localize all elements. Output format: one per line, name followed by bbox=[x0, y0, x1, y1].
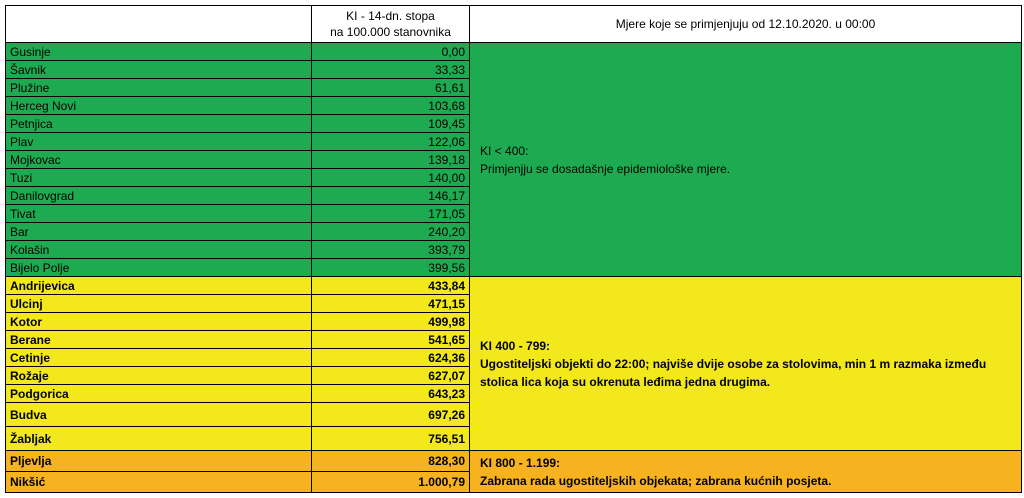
measure-green bbox=[470, 43, 1022, 277]
header-measures: Mjere koje se primjenjuju od 12.10.2020. u 00:00 bbox=[470, 6, 1022, 43]
measure-green-title: KI < 400: bbox=[480, 143, 529, 158]
municipality-name: Pljevlja bbox=[6, 451, 312, 472]
municipality-name: Plav bbox=[6, 133, 312, 151]
ki-value: 109,45 bbox=[312, 115, 470, 133]
ki-value: 122,06 bbox=[312, 133, 470, 151]
ki-value: 499,98 bbox=[312, 313, 470, 331]
ki-value: 399,56 bbox=[312, 259, 470, 277]
header-row bbox=[6, 6, 1022, 43]
municipality-name: Ulcinj bbox=[6, 295, 312, 313]
municipality-name: Danilovgrad bbox=[6, 187, 312, 205]
ki-value: 624,36 bbox=[312, 349, 470, 367]
municipality-name: Andrijevica bbox=[6, 277, 312, 295]
municipality-name: Berane bbox=[6, 331, 312, 349]
ki-value: 828,30 bbox=[312, 451, 470, 472]
measure-orange-text: Zabrana rada ugostiteljskih objekata; zabrana kućnih posjeta. bbox=[480, 473, 832, 488]
ki-value: 103,68 bbox=[312, 97, 470, 115]
municipality-name: Plužine bbox=[6, 79, 312, 97]
header-municipality-cell bbox=[6, 6, 312, 43]
municipality-name: Bar bbox=[6, 223, 312, 241]
header-ki-rate: KI - 14-dn. stopa na 100.000 stanovnika bbox=[312, 6, 470, 43]
ki-value: 139,18 bbox=[312, 151, 470, 169]
ki-value: 0,00 bbox=[312, 43, 470, 61]
ki-value: 627,07 bbox=[312, 367, 470, 385]
municipality-name: Šavnik bbox=[6, 61, 312, 79]
municipality-name: Tivat bbox=[6, 205, 312, 223]
municipality-name: Žabljak bbox=[6, 427, 312, 451]
measure-yellow-text-line2: stolica lica koja su okrenuta leđima jedna drugima. bbox=[480, 374, 771, 389]
municipality-name: Podgorica bbox=[6, 385, 312, 403]
ki-value: 471,15 bbox=[312, 295, 470, 313]
ki-value: 140,00 bbox=[312, 169, 470, 187]
ki-value: 146,17 bbox=[312, 187, 470, 205]
table-row bbox=[6, 43, 1022, 61]
ki-value: 171,05 bbox=[312, 205, 470, 223]
municipality-name: Cetinje bbox=[6, 349, 312, 367]
ki-value: 393,79 bbox=[312, 241, 470, 259]
ki-value: 61,61 bbox=[312, 79, 470, 97]
municipality-name: Mojkovac bbox=[6, 151, 312, 169]
measure-yellow bbox=[470, 277, 1022, 451]
municipality-name: Budva bbox=[6, 403, 312, 427]
ki-value: 1.000,79 bbox=[312, 472, 470, 493]
ki-value: 33,33 bbox=[312, 61, 470, 79]
ki-value: 756,51 bbox=[312, 427, 470, 451]
ki-value: 643,23 bbox=[312, 385, 470, 403]
municipality-name: Petnjica bbox=[6, 115, 312, 133]
municipality-name: Kolašin bbox=[6, 241, 312, 259]
municipality-name: Herceg Novi bbox=[6, 97, 312, 115]
municipality-name: Bijelo Polje bbox=[6, 259, 312, 277]
table-row bbox=[6, 277, 1022, 295]
ki-value: 433,84 bbox=[312, 277, 470, 295]
table-row bbox=[6, 451, 1022, 472]
municipality-name: Tuzi bbox=[6, 169, 312, 187]
measure-yellow-title: KI 400 - 799: bbox=[480, 338, 551, 353]
measure-orange-title: KI 800 - 1.199: bbox=[480, 455, 561, 470]
measure-yellow-text-line1: Ugostiteljski objekti do 22:00; najviše dvije osobe za stolovima, min 1 m razmaka između bbox=[480, 356, 987, 371]
municipality-name: Gusinje bbox=[6, 43, 312, 61]
measure-green-text: Primjenjju se dosadašnje epidemiološke mjere. bbox=[480, 161, 731, 176]
ki-value: 240,20 bbox=[312, 223, 470, 241]
municipality-name: Kotor bbox=[6, 313, 312, 331]
ki-value: 697,26 bbox=[312, 403, 470, 427]
measure-orange bbox=[470, 451, 1022, 493]
ki-value: 541,65 bbox=[312, 331, 470, 349]
municipality-name: Nikšić bbox=[6, 472, 312, 493]
municipality-name: Rožaje bbox=[6, 367, 312, 385]
ki-measures-table bbox=[5, 5, 1022, 493]
